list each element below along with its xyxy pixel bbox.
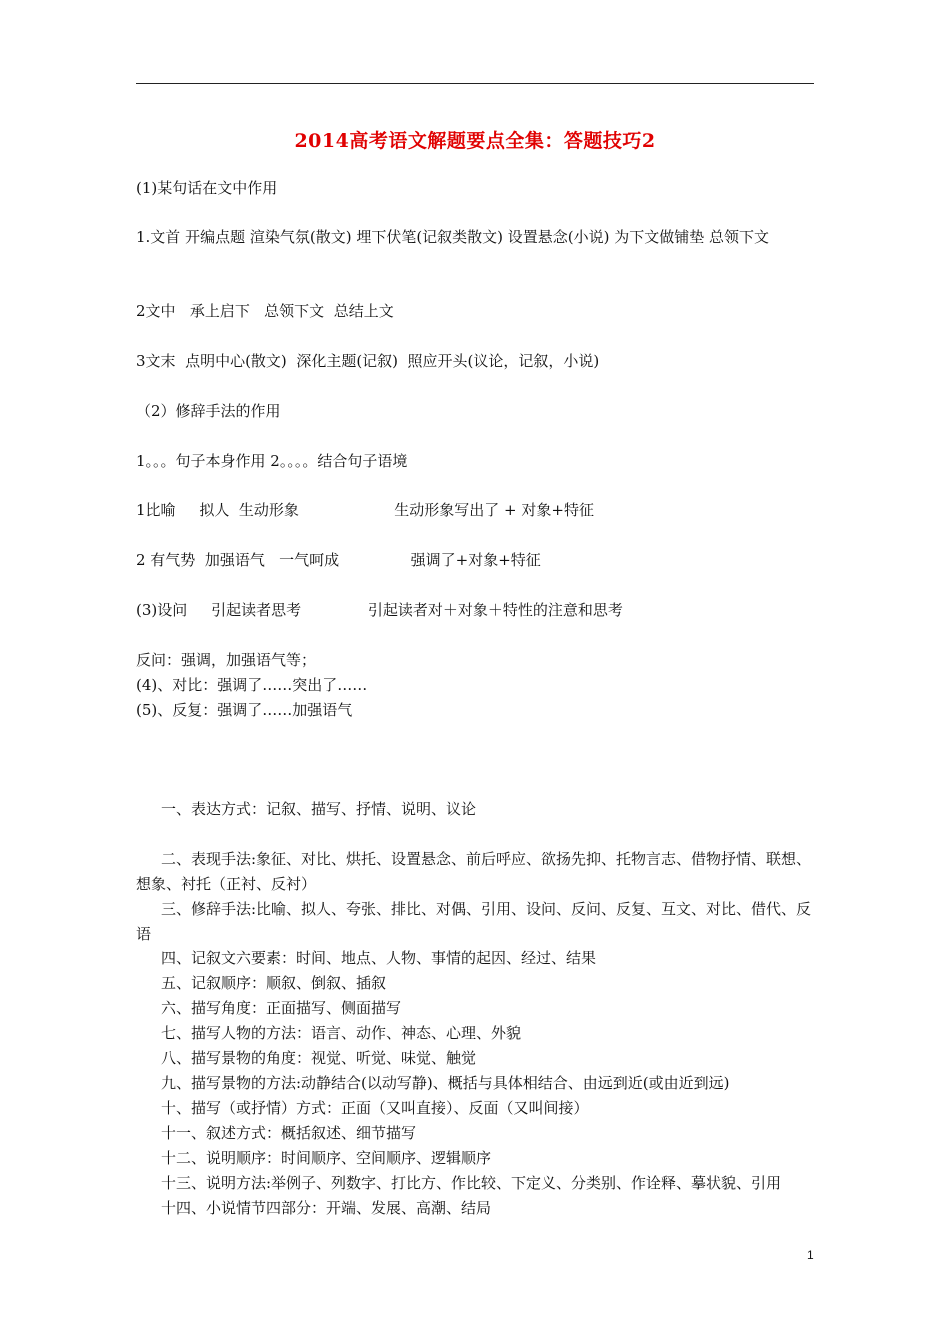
section2-line2: 1比喻 拟人 生动形象 生动形象写出了 + 对象+特征 [136,501,594,519]
list-item-10: 十、描写（或抒情）方式：正面（又叫直接）、反面（又叫间接） [161,1099,589,1117]
section1-line3: 3文末 点明中心(散文) 深化主题(记叙) 照应开头(议论，记叙，小说) [136,352,600,370]
list-item-8: 八、描写景物的角度：视觉、听觉、味觉、触觉 [161,1049,477,1067]
list-item-13: 十三、说明方法:举例子、列数字、打比方、作比较、下定义、分类别、作诠释、摹状貌、引用 [161,1174,782,1192]
list-item-5: 五、记叙顺序：顺叙、倒叙、插叙 [161,974,387,992]
document-title: 2014高考语文解题要点全集：答题技巧2 [294,130,656,152]
section1-line1: 1.文首 开编点题 渲染气氛(散文) 埋下伏笔(记叙类散文) 设置悬念(小说) 为下文做铺垫 总领下文 [136,228,770,246]
list-item-3: 三、修辞手法:比喻、拟人、夸张、排比、对偶、引用、设问、反问、反复、互文、对比、借代、反语 [136,900,812,943]
header-rule [136,83,814,84]
section2-line4: (3)设问 引起读者思考 引起读者对＋对象＋特性的注意和思考 [136,601,623,619]
list-item-12: 十二、说明顺序：时间顺序、空间顺序、逻辑顺序 [161,1149,492,1167]
list-item-1: 一、表达方式：记叙、描写、抒情、说明、议论 [161,800,477,818]
section2-line7: (5)、反复：强调了……加强语气 [136,701,353,719]
list-item-6: 六、描写角度：正面描写、侧面描写 [161,999,402,1017]
section2-heading: （2）修辞手法的作用 [136,402,281,420]
list-item-11: 十一、叙述方式：概括叙述、细节描写 [161,1124,417,1142]
list-item-4: 四、记叙文六要素：时间、地点、人物、事情的起因、经过、结果 [161,949,597,967]
section1-heading: (1)某句话在文中作用 [136,179,278,197]
list-item-9: 九、描写景物的方法:动静结合(以动写静)、概括与具体相结合、由远到近(或由近到远) [161,1074,730,1092]
section2-line6: (4)、对比：强调了……突出了…… [136,676,368,694]
section1-line2: 2文中 承上启下 总领下文 总结上文 [136,302,394,320]
section2-line1: 1。。。句子本身作用 2。。。。结合句子语境 [136,452,408,470]
list-item-2: 二、表现手法:象征、对比、烘托、设置悬念、前后呼应、欲扬先抑、托物言志、借物抒情、联想、想象、衬托（正衬、反衬） [136,850,812,893]
list-item-7: 七、描写人物的方法：语言、动作、神态、心理、外貌 [161,1024,522,1042]
list-item-14: 十四、小说情节四部分：开端、发展、高潮、结局 [161,1199,492,1217]
section2-line5: 反问：强调，加强语气等； [136,651,317,669]
page-number: 1 [807,1248,814,1262]
section2-line3: 2 有气势 加强语气 一气呵成 强调了+对象+特征 [136,551,541,569]
